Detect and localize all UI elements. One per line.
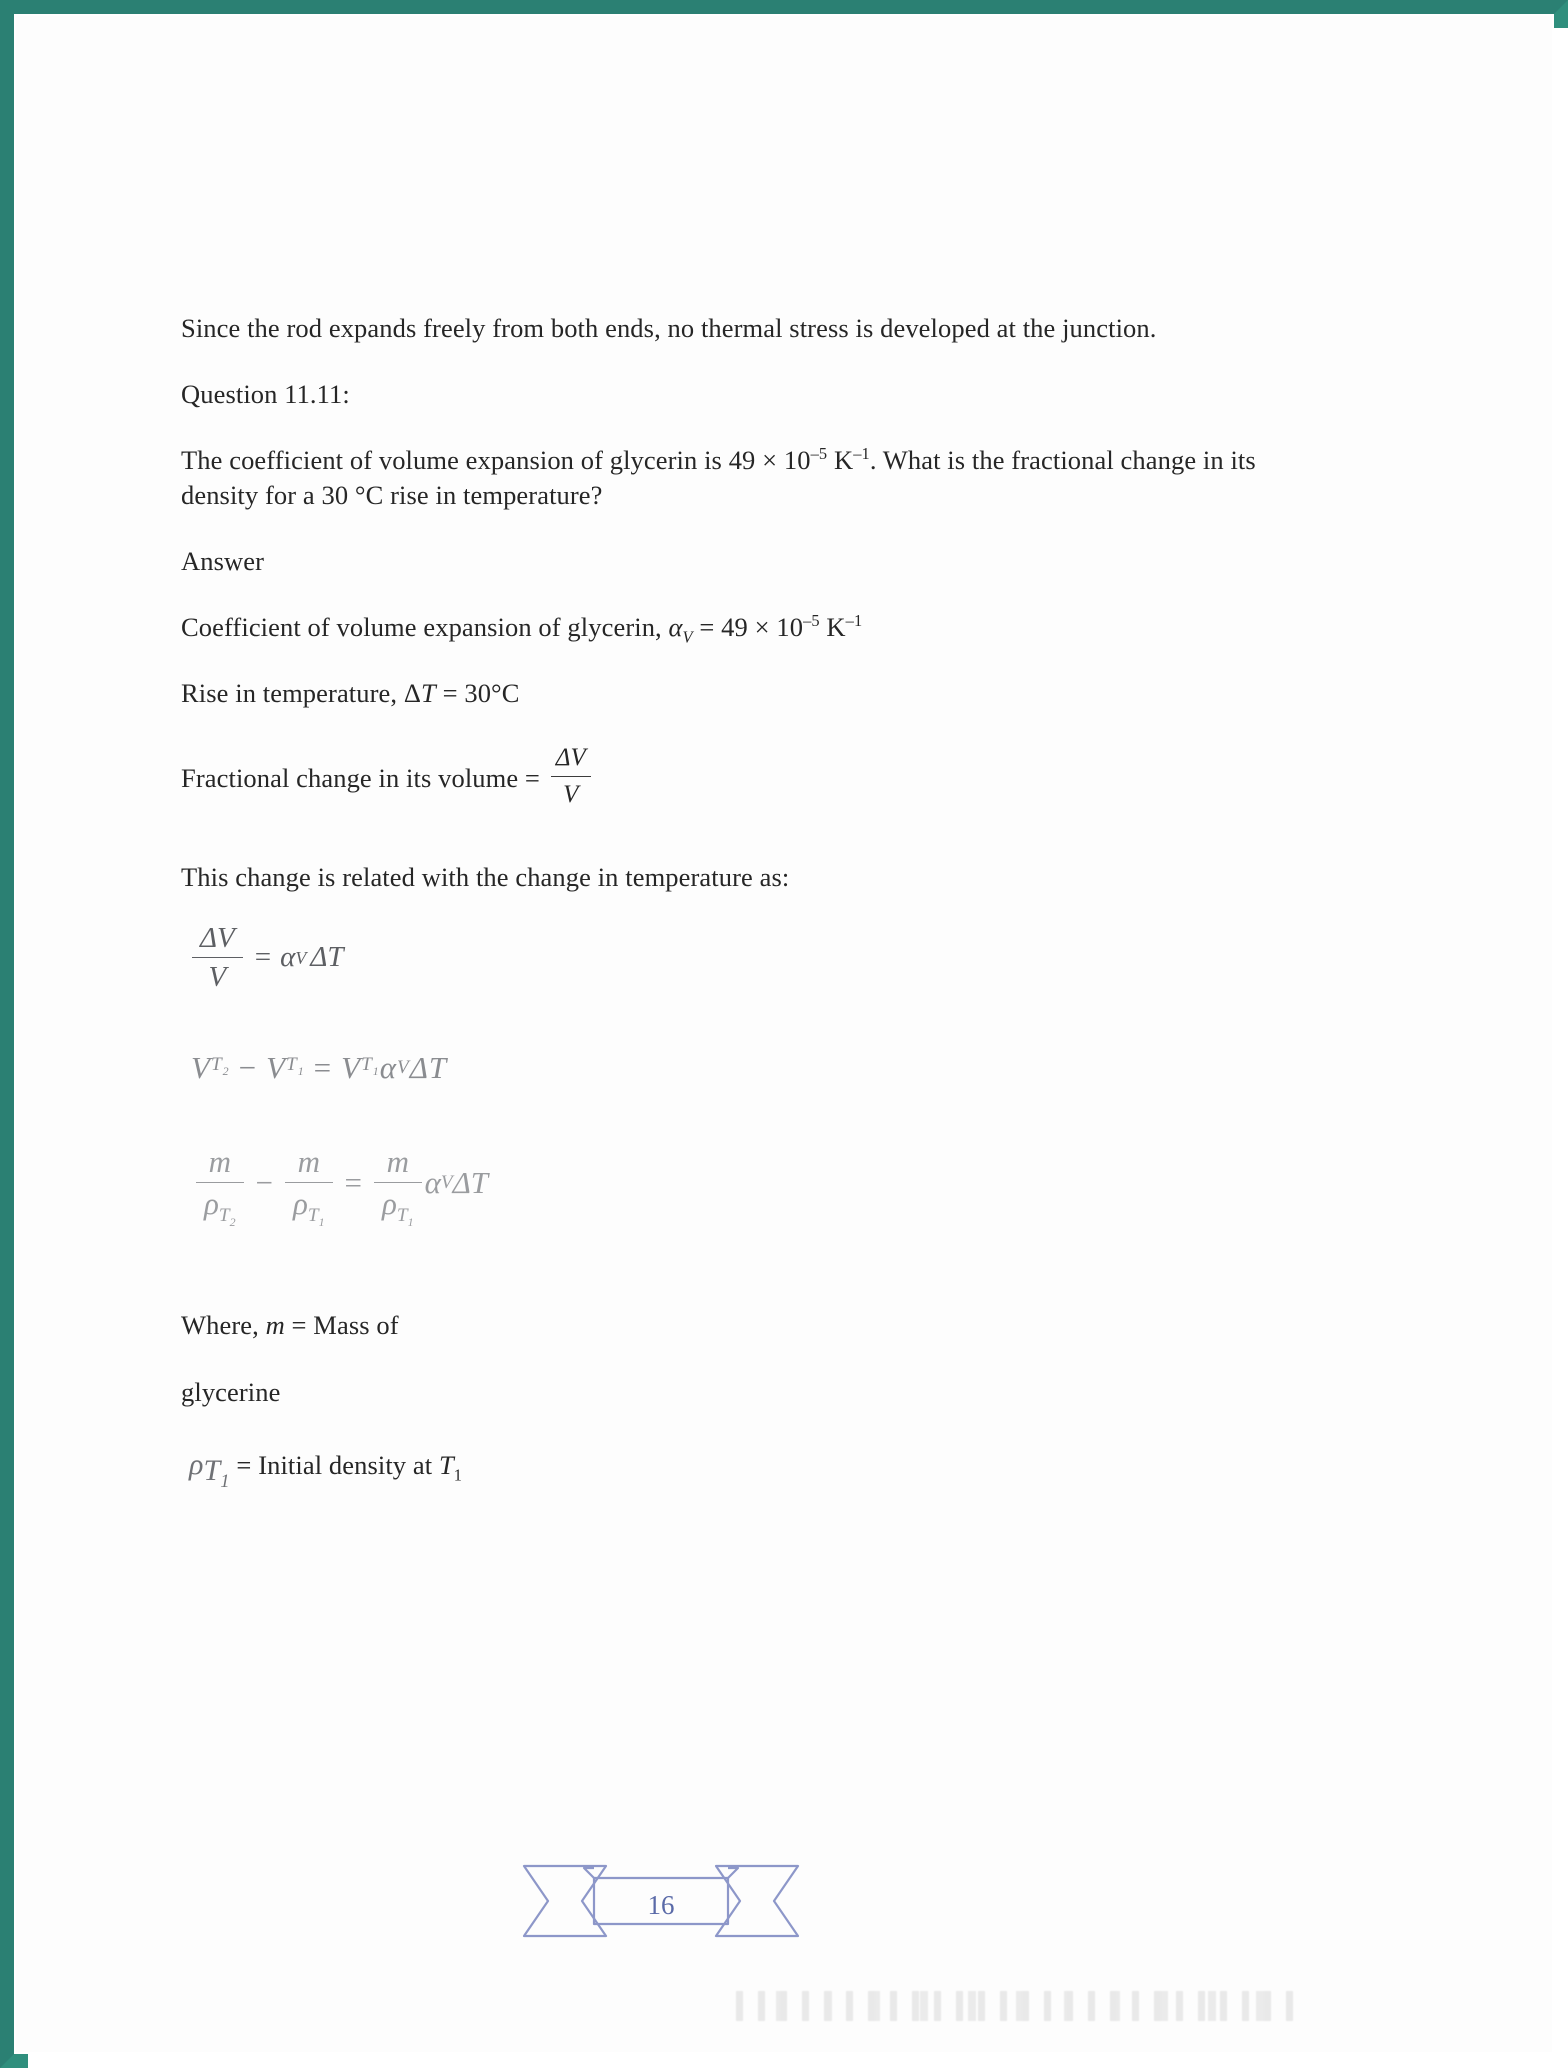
page-number-ribbon bbox=[516, 1854, 806, 1950]
equation-2-equals: = bbox=[313, 1049, 333, 1085]
equation-3-rho-2-sub-index: 1 bbox=[318, 1214, 325, 1229]
question-heading: Question 11.11: bbox=[181, 378, 350, 409]
mass-symbol: m bbox=[265, 1309, 285, 1340]
fractional-change-line bbox=[181, 741, 1281, 812]
equation-3-fraction-2 bbox=[285, 1143, 333, 1229]
equation-2-v1-sub-index: 2 bbox=[222, 1063, 230, 1078]
equation-2-v1-sub-t: T bbox=[210, 1053, 223, 1075]
equation-3-numerator-3: m bbox=[374, 1144, 422, 1183]
equation-3-alpha: α bbox=[424, 1164, 441, 1200]
question-text-part1: The coefficient of volume expansion of glycerin is 49 × 10 bbox=[181, 444, 811, 475]
coefficient-exponent-1: –5 bbox=[803, 611, 820, 630]
equation-2-v1-subscript bbox=[210, 1053, 230, 1078]
fractional-change-label: Fractional change in its volume = bbox=[181, 763, 547, 794]
equation-3-denominator-2 bbox=[285, 1183, 333, 1229]
equation-1-alpha: α bbox=[280, 941, 296, 974]
relation-line: This change is related with the change in temperature as: bbox=[181, 861, 790, 892]
rho-sub-t: T bbox=[203, 1454, 221, 1488]
initial-density-text: = Initial density at bbox=[229, 1450, 439, 1481]
rise-value: = 30°C bbox=[435, 677, 520, 708]
ribbon-fold-left bbox=[584, 1868, 594, 1878]
equation-3-rho-3: ρ bbox=[382, 1185, 397, 1221]
equation-1-equals: = bbox=[254, 941, 272, 974]
rise-in-temperature-line bbox=[181, 676, 1281, 712]
equation-3-rho-1-sub-t: T bbox=[218, 1204, 230, 1226]
initial-density-var-sub: 1 bbox=[453, 1465, 463, 1485]
equation-1-numerator: ΔV bbox=[192, 922, 243, 958]
equation-2-v3-subscript bbox=[361, 1053, 380, 1078]
intro-paragraph: Since the rod expands freely from both ends, no thermal stress is developed at the junction. bbox=[181, 313, 1157, 343]
equation-3-fraction-1 bbox=[196, 1143, 244, 1229]
alpha-subscript: V bbox=[682, 627, 693, 647]
equation-1-delta-t: ΔT bbox=[310, 941, 344, 974]
equation-3: $\frac{m}{\rho_{T_2}}$ − $\frac{m}{\rho_{T_1}}$ = $\frac{m}{\rho_{T_1}}$ α V ΔT bbox=[193, 1144, 1281, 1222]
equation-3-rho-3-sub-t: T bbox=[396, 1204, 408, 1226]
coefficient-exponent-2: –1 bbox=[845, 611, 863, 630]
scan-artifact bbox=[736, 1991, 1296, 2021]
equation-3-rho-2-sub bbox=[307, 1204, 325, 1229]
equation-2-v3: V bbox=[341, 1049, 362, 1085]
initial-density-var: T bbox=[438, 1450, 454, 1481]
rise-label: Rise in temperature, Δ bbox=[181, 677, 422, 708]
equation-3-numerator-2: m bbox=[285, 1144, 333, 1183]
where-line bbox=[181, 1308, 1281, 1344]
fraction-numerator: ΔV bbox=[551, 741, 591, 777]
alpha-symbol: α bbox=[668, 611, 683, 642]
equation-3-equals: = bbox=[344, 1164, 363, 1200]
rho-sub-index: 1 bbox=[220, 1471, 230, 1493]
equation-2-v2-sub-t: T bbox=[286, 1053, 298, 1075]
page-number: 16 bbox=[647, 1890, 675, 1920]
equation-3-denominator-1 bbox=[196, 1183, 244, 1229]
ribbon-fold-right bbox=[728, 1868, 738, 1878]
coefficient-value-part2: K bbox=[819, 611, 846, 642]
equation-2-alpha: α bbox=[379, 1049, 397, 1085]
question-text-part3: . What is the fractional change in its density for a 30 °C rise in temperature? bbox=[181, 444, 1256, 511]
equation-3-numerator-1: m bbox=[196, 1144, 244, 1183]
fraction-denominator: V bbox=[563, 781, 579, 809]
question-exponent-1: –5 bbox=[810, 443, 828, 463]
equation-3-minus: − bbox=[255, 1164, 274, 1200]
equation-3-rho-1-sub bbox=[218, 1204, 236, 1229]
rho-subscript bbox=[203, 1454, 230, 1493]
equation-1-fraction bbox=[192, 922, 243, 994]
equation-2-minus: − bbox=[238, 1049, 258, 1085]
equation-3-rho-2: ρ bbox=[293, 1185, 308, 1221]
rho-symbol: ρ bbox=[189, 1448, 204, 1482]
equation-3-rho-3-sub-index: 1 bbox=[407, 1214, 414, 1229]
equation-3-fraction-3 bbox=[374, 1143, 422, 1229]
equation-2: V $T_2$ − V $T_1$ = V $T_1$ α V ΔT bbox=[191, 1049, 448, 1085]
equation-3-delta-t: ΔT bbox=[452, 1164, 489, 1200]
equation-3-rho-1-sub-index: 2 bbox=[229, 1214, 236, 1229]
question-text bbox=[181, 443, 1281, 515]
question-text-part2: K bbox=[827, 444, 854, 475]
document-page bbox=[16, 16, 1552, 2052]
equation-2-v2: V bbox=[266, 1049, 286, 1085]
equation-2-v3-sub-index: 1 bbox=[372, 1063, 380, 1078]
delta-v-over-v-fraction bbox=[551, 741, 591, 812]
coefficient-line bbox=[181, 610, 1281, 646]
equation-2-v3-sub-t: T bbox=[361, 1053, 373, 1075]
where-suffix: = Mass of bbox=[284, 1309, 399, 1340]
equation-1-denominator: V bbox=[208, 960, 227, 993]
initial-density-line bbox=[189, 1445, 1281, 1493]
temperature-symbol: T bbox=[421, 677, 436, 708]
equation-2-v1: V bbox=[191, 1049, 211, 1085]
document-content bbox=[181, 311, 1281, 1516]
equation-2-v2-subscript bbox=[286, 1053, 305, 1078]
equation-1: $\frac{\Delta V}{V}$ = α V ΔT bbox=[189, 922, 1281, 994]
equation-3-rho-3-sub bbox=[396, 1204, 414, 1229]
where-label: Where, bbox=[181, 1309, 266, 1340]
answer-heading: Answer bbox=[181, 546, 265, 577]
coefficient-label: Coefficient of volume expansion of glycerin, bbox=[181, 611, 669, 642]
equation-2-delta-t: ΔT bbox=[409, 1049, 448, 1085]
equation-3-rho-2-sub-t: T bbox=[307, 1204, 319, 1226]
glycerine-line: glycerine bbox=[181, 1377, 281, 1408]
question-exponent-2: –1 bbox=[853, 443, 870, 463]
equation-3-rho-1: ρ bbox=[204, 1185, 219, 1221]
equation-3-denominator-3 bbox=[374, 1183, 422, 1229]
coefficient-value-part1: = 49 × 10 bbox=[692, 611, 804, 642]
equation-2-v2-sub-index: 1 bbox=[297, 1063, 305, 1078]
